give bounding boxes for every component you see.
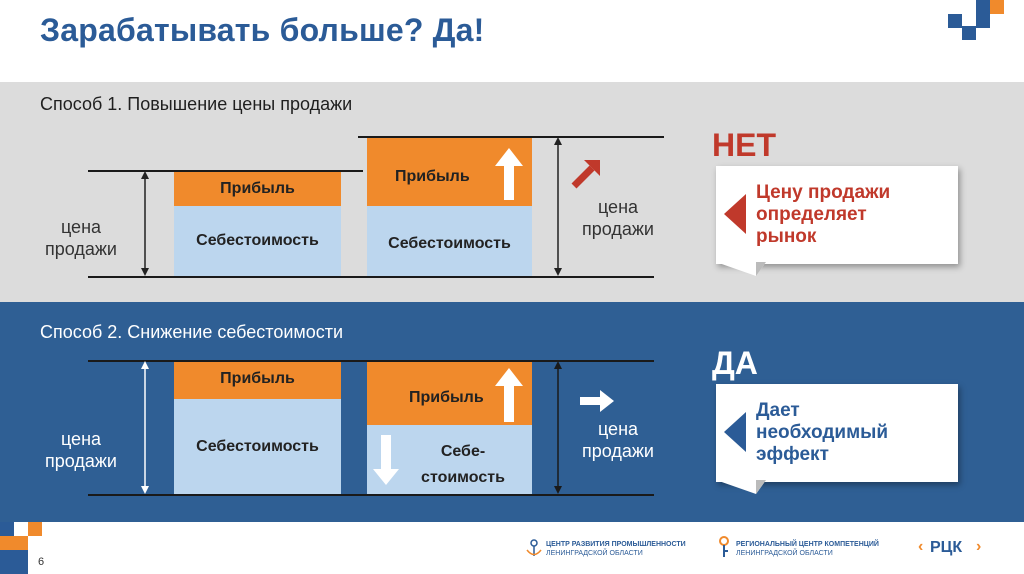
method2-right-cost-label: Себе- стоимость	[421, 443, 505, 486]
method1-left-measure-arrow	[138, 171, 152, 276]
footer-logo-rck: ‹ РЦК ›	[918, 538, 982, 556]
method2-card-fold	[716, 480, 766, 496]
arrow-up-icon	[495, 368, 523, 422]
method1-left-profit-bar: Прибыль	[174, 172, 341, 206]
method1-verdict: НЕТ	[712, 127, 776, 163]
method1-card-fold	[716, 262, 766, 278]
page-number: 6	[38, 556, 45, 568]
triangle-left-icon	[724, 412, 746, 452]
method2-left-measure-arrow	[138, 361, 152, 494]
method2-heading: Способ 2. Снижение себестоимости	[40, 322, 344, 342]
method1-left-label: цена продажи	[45, 217, 117, 259]
method1-right-measure-arrow	[551, 137, 565, 276]
arrow-right-icon	[580, 390, 614, 412]
method2-bottom-line	[88, 494, 654, 496]
arrow-up-icon	[495, 148, 523, 200]
method1-right-profit-bar: Прибыль	[367, 138, 532, 206]
method2-left-label: цена продажи	[45, 429, 117, 471]
corner-decoration	[940, 0, 1024, 40]
method1-conclusion-card	[716, 166, 958, 264]
method2-conclusion-card	[716, 384, 958, 482]
arrow-down-icon	[373, 435, 399, 485]
method1-right-label: цена продажи	[582, 197, 654, 239]
footer-logo-competence-center: РЕГИОНАЛЬНЫЙ ЦЕНТР КОМПЕТЕНЦИЙ ЛЕНИНГРАДСКОЙ ОБЛАСТИ	[716, 536, 902, 560]
anchor-icon	[526, 539, 542, 557]
method2-right-cost-bar	[367, 425, 532, 494]
method1-bottom-line	[88, 276, 654, 278]
method1-card-text: Цену продажи определяет рынок	[756, 182, 891, 247]
method2-right-label: цена продажи	[582, 419, 654, 461]
method2-card-text: Дает необходимый эффект	[756, 400, 889, 465]
method2-verdict: ДА	[712, 345, 758, 381]
key-icon	[716, 536, 732, 558]
footer-logo-industry-center: ЦЕНТР РАЗВИТИЯ ПРОМЫШЛЕННОСТИ ЛЕНИНГРАДСКОЙ ОБЛАСТИ	[526, 538, 706, 558]
method2-right-measure-arrow	[551, 361, 565, 494]
method2-left-cost-bar: Себестоимость	[174, 399, 341, 494]
method1-heading: Способ 1. Повышение цены продажи	[40, 94, 353, 114]
method2-left-profit-bar: Прибыль	[174, 362, 341, 399]
method1-right-cost-bar: Себестоимость	[367, 206, 532, 276]
footer-corner-decoration	[0, 522, 60, 574]
increase-arrow-icon	[570, 156, 604, 190]
slide-title: Зарабатывать больше? Да!	[40, 12, 485, 48]
triangle-left-icon	[724, 194, 746, 234]
method1-left-cost-bar: Себестоимость	[174, 206, 341, 276]
method2-right-profit-bar: Прибыль	[367, 362, 532, 425]
